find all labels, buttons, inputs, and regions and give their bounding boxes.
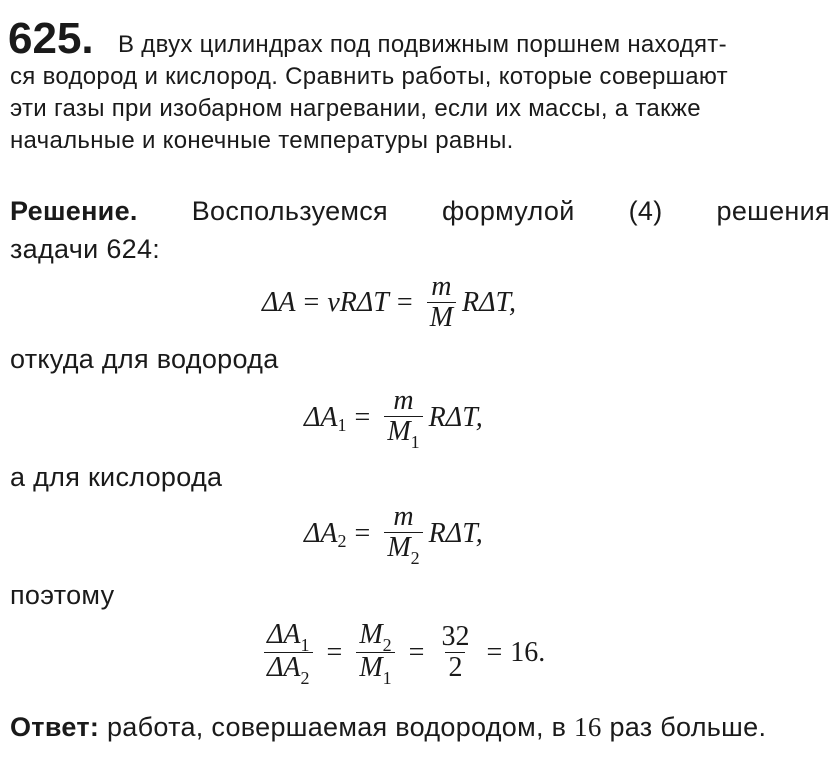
formula-ratio [258, 619, 546, 688]
formula-work-oxygen [304, 501, 483, 568]
solution-word: решения [716, 196, 830, 226]
solution-word: Воспользуемся [191, 196, 388, 226]
fraction-m-over-M1 [384, 385, 422, 452]
answer-number: 16 [574, 712, 602, 742]
answer-text-a: работа, совершаемая водородом, в [106, 712, 567, 742]
formula-lhs: ΔA [304, 517, 338, 549]
fraction-numerator: m [393, 385, 414, 416]
solution-word: формулой [442, 196, 575, 226]
problem-text-line-3: эти газы при изобарном нагревании, если их массы, а также [10, 95, 701, 122]
text-hydrogen: откуда для водорода [10, 344, 279, 374]
answer-text-b: раз больше. [609, 712, 767, 742]
answer-line [10, 712, 766, 743]
fraction-denominator: $M_1$ [356, 652, 394, 685]
fraction-denominator: $M_1$ [384, 416, 422, 449]
problem-text-line-4: начальные и конечные температуры равны. [10, 127, 514, 154]
fraction-numerator: m [431, 271, 452, 302]
fraction-denominator: M [427, 302, 456, 333]
formula-lhs: ΔA [304, 401, 338, 433]
formula-tail: RΔT, [428, 401, 483, 433]
subscript: 2 [337, 531, 347, 551]
solution-line-1 [10, 196, 830, 227]
fraction-m-over-M [427, 272, 456, 333]
solution-line-2: задачи 624: [10, 234, 161, 264]
formula-tail: RΔT, [462, 286, 517, 318]
equals-sign: = [326, 636, 343, 668]
fraction-numerator: $M_2$ [359, 619, 392, 655]
equals-sign: = [303, 286, 320, 318]
equals-sign: = [354, 401, 371, 433]
problem-number: 625. [8, 14, 94, 63]
text-therefore: поэтому [10, 580, 115, 610]
problem-text-line-1: В двух цилиндрах под подвижным поршнем находят- [118, 31, 727, 58]
formula-work-hydrogen [304, 385, 483, 452]
formula-tail: RΔT, [428, 517, 483, 549]
subscript: 1 [337, 415, 347, 435]
solution-word: (4) [628, 196, 663, 226]
text-oxygen: а для кислорода [10, 462, 223, 492]
fraction-numerator: m [393, 501, 414, 532]
formula-result: 16. [510, 636, 546, 668]
formula-lhs: ΔA [262, 286, 296, 318]
fraction-numerator: $\Delta A_1$ [267, 619, 310, 655]
formula-middle: νRΔT [327, 286, 389, 318]
formula-work-general [262, 272, 516, 333]
fraction-denominator: $\Delta A_2$ [264, 652, 313, 685]
fraction-denominator: $M_2$ [384, 532, 422, 565]
fraction-work-ratio [264, 619, 313, 688]
fraction-numerator: 32 [441, 621, 470, 652]
fraction-molar-mass-ratio [356, 619, 394, 688]
answer-label: Ответ: [10, 712, 100, 742]
fraction-m-over-M2 [384, 501, 422, 568]
equals-sign: = [396, 286, 413, 318]
fraction-denominator: 2 [445, 652, 465, 683]
fraction-numeric [438, 622, 472, 683]
equals-sign: = [486, 636, 503, 668]
equals-sign: = [408, 636, 425, 668]
problem-text-line-2: ся водород и кислород. Сравнить работы, которые совершают [10, 63, 728, 90]
solution-label: Решение. [10, 196, 138, 226]
equals-sign: = [354, 517, 371, 549]
